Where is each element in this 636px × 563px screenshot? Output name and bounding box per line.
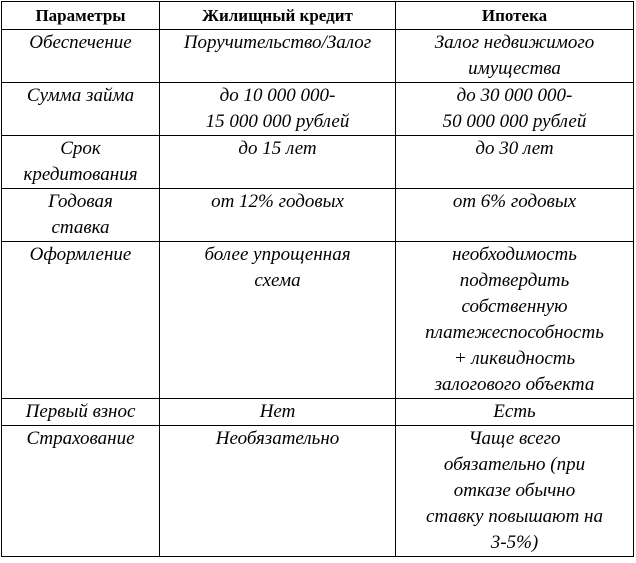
cell-housing-credit — [160, 189, 396, 242]
table-row — [2, 426, 634, 557]
cell-line: 15 000 000 рублей — [205, 111, 350, 132]
table-row — [2, 83, 634, 136]
cell-line: до 30 000 000- — [456, 85, 573, 106]
cell-housing-credit — [160, 136, 396, 189]
cell-line: Нет — [259, 401, 296, 422]
cell-line: до 15 лет — [238, 138, 317, 159]
cell-line: необходимость — [452, 244, 577, 265]
cell-housing-credit — [160, 399, 396, 426]
header-mortgage: Ипотека — [396, 2, 634, 30]
cell-line: + ликвидность — [453, 348, 576, 369]
cell-line: кредитования — [23, 164, 138, 185]
cell-param — [2, 242, 160, 399]
cell-line: Годовая — [48, 191, 113, 212]
cell-line: Есть — [493, 401, 536, 422]
cell-line: Поручительство/Залог — [183, 32, 372, 53]
cell-line: обязательно (при — [443, 454, 586, 475]
table-row — [2, 136, 634, 189]
cell-line: Сумма займа — [26, 85, 135, 106]
cell-housing-credit — [160, 242, 396, 399]
cell-line: отказе обычно — [453, 480, 576, 501]
cell-line: залогового объекта — [434, 374, 595, 395]
cell-param — [2, 399, 160, 426]
table-row — [2, 399, 634, 426]
cell-line: имущества — [468, 58, 561, 79]
cell-line: Чаще всего — [468, 428, 561, 449]
cell-line: ставка — [51, 217, 110, 238]
cell-line: Обеспечение — [29, 32, 132, 53]
cell-param — [2, 83, 160, 136]
cell-housing-credit — [160, 83, 396, 136]
cell-line: от 6% годовых — [452, 191, 577, 212]
comparison-table — [1, 1, 634, 557]
cell-line: Залог недвижимого — [434, 32, 595, 53]
cell-mortgage — [396, 30, 634, 83]
cell-param — [2, 136, 160, 189]
cell-line: до 10 000 000- — [219, 85, 336, 106]
cell-line: собственную — [461, 296, 568, 317]
cell-housing-credit — [160, 30, 396, 83]
cell-mortgage — [396, 136, 634, 189]
cell-mortgage — [396, 399, 634, 426]
cell-line: Первый взнос — [25, 401, 136, 422]
table-row — [2, 242, 634, 399]
cell-line: Страхование — [26, 428, 135, 449]
cell-line: Оформление — [29, 244, 132, 265]
cell-line: Срок — [60, 138, 101, 159]
header-housing-credit: Жилищный кредит — [160, 2, 396, 30]
cell-line: до 30 лет — [475, 138, 554, 159]
header-row — [2, 2, 634, 30]
cell-line: схема — [254, 270, 301, 291]
cell-housing-credit — [160, 426, 396, 557]
cell-line: от 12% годовых — [211, 191, 344, 212]
cell-mortgage — [396, 189, 634, 242]
cell-line: Необязательно — [215, 428, 340, 449]
cell-param — [2, 426, 160, 557]
table-row — [2, 189, 634, 242]
cell-line: ставку повышают на — [426, 506, 603, 527]
cell-line: более упрощенная — [204, 244, 351, 265]
header-params: Параметры — [2, 2, 160, 30]
cell-line: 50 000 000 рублей — [442, 111, 587, 132]
cell-mortgage — [396, 242, 634, 399]
table-row — [2, 30, 634, 83]
cell-param — [2, 30, 160, 83]
cell-mortgage — [396, 83, 634, 136]
cell-param — [2, 189, 160, 242]
cell-mortgage — [396, 426, 634, 557]
cell-line: платежеспособность — [425, 322, 604, 343]
cell-line: 3-5%) — [490, 532, 539, 553]
cell-line: подтвердить — [459, 270, 570, 291]
